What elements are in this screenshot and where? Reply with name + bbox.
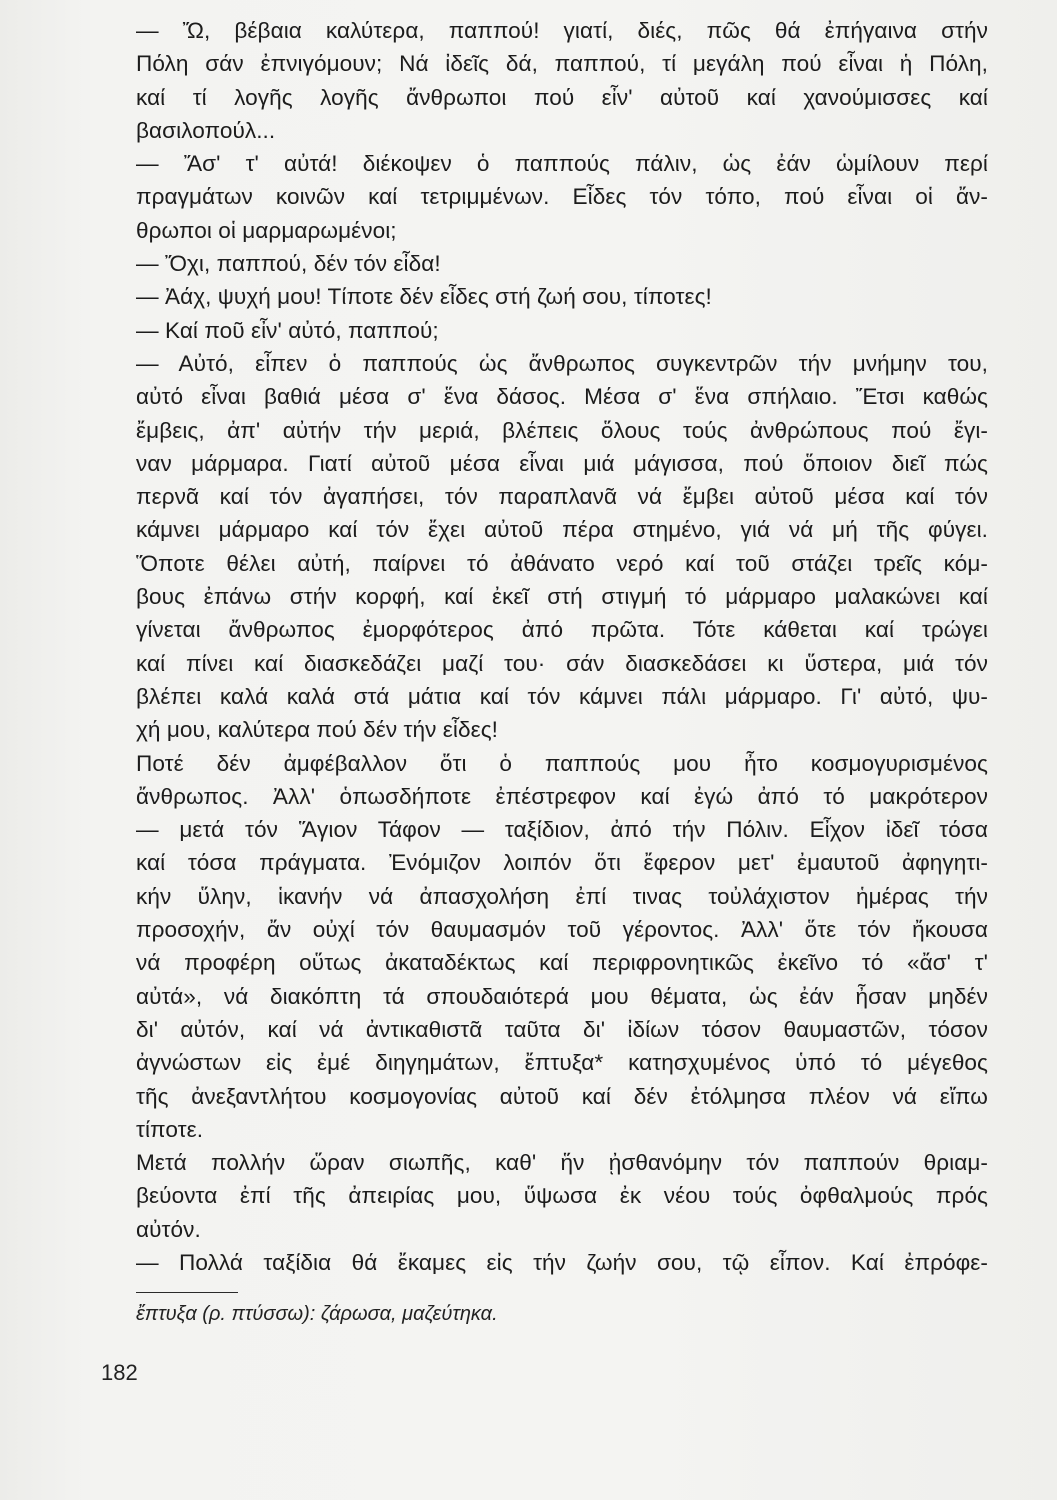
text-line: κήν ὕλην, ἱκανήν νά ἀπασχολήση ἐπί τινας τοὐλάχιστον ἡμέρας τήν (136, 883, 988, 909)
text-line: Ὅποτε θέλει αὐτή, παίρνει τό ἀθάνατο νερό καί τοῦ στάζει τρεῖς κόμ- (136, 550, 988, 576)
text-line: αὐτό εἶναι βαθιά μέσα σ' ἕνα δάσος. Μέσα σ' ἕνα σπήλαιο. Ἔτσι καθώς (136, 384, 988, 410)
text-line: καί τί λογῆς λογῆς ἄνθρωποι πού εἶν' αὐτοῦ καί χανούμισσες καί (136, 84, 988, 110)
text-line: ἀγνώστων εἰς ἐμέ διηγημάτων, ἔπτυξα* κατησχυμένος ὑπό τό μέγεθος (136, 1050, 988, 1076)
text-line: βους ἐπάνω στήν κορφή, καί ἐκεῖ στή στιγμή τό μάρμαρο μαλακώνει καί (136, 584, 988, 610)
footnote-divider (136, 1292, 238, 1293)
text-line: τίποτε. (136, 1116, 204, 1142)
text-line: ἄνθρωπος. Ἀλλ' ὁπωσδήποτε ἐπέστρεφον καί ἐγώ ἀπό τό μακρότερον (136, 783, 988, 809)
text-line: — Ἀάχ, ψυχή μου! Τίποτε δέν εἶδες στή ζωή σου, τίποτες! (136, 284, 712, 310)
text-line: πραγμάτων κοινῶν καί τετριμμένων. Εἶδες τόν τόπο, πού εἶναι οἱ ἄν- (136, 184, 988, 210)
text-line: — μετά τόν Ἅγιον Τάφον — ταξίδιον, ἀπό τήν Πόλιν. Εἶχον ἰδεῖ τόσα (136, 817, 988, 843)
footnote: ἔπτυξα (ρ. πτύσσω): ζάρωσα, μαζεύτηκα. (136, 1303, 498, 1325)
text-line: — Ἄσ' τ' αὐτά! διέκοψεν ὁ παππούς πάλιν, ὡς ἐάν ὡμίλουν περί (136, 151, 988, 177)
text-line: αὐτόν. (136, 1216, 201, 1242)
text-line: — Ὄχι, παππού, δέν τόν εἶδα! (136, 251, 441, 277)
text-line: καί τόσα πράγματα. Ἐνόμιζον λοιπόν ὅτι ἔφερον μετ' ἐμαυτοῦ ἀφηγητι- (136, 850, 988, 876)
text-line: — Ὤ, βέβαια καλύτερα, παππού! γιατί, διές, πῶς θά ἐπήγαινα στήν (136, 18, 988, 43)
body-text (136, 14, 988, 1279)
text-line: βεύοντα ἐπί τῆς ἀπειρίας μου, ὕψωσα ἐκ νέου τούς ὀφθαλμούς πρός (136, 1183, 988, 1209)
text-line: Μετά πολλήν ὥραν σιωπῆς, καθ' ἥν ᾐσθανόμην τόν παππούν θριαμ- (136, 1150, 988, 1176)
text-line: Ποτέ δέν ἀμφέβαλλον ὅτι ὁ παππούς μου ἦτο κοσμογυρισμένος (136, 750, 988, 776)
text-line: προσοχήν, ἄν οὐχί τόν θαυμασμόν τοῦ γέροντος. Ἀλλ' ὅτε τόν ἤκουσα (136, 917, 988, 943)
page-number: 182 (101, 1360, 138, 1385)
text-line: δι' αὐτόν, καί νά ἀντικαθιστᾶ ταῦτα δι' ἰδίων τόσον θαυμαστῶν, τόσον (136, 1016, 988, 1042)
text-line: — Πολλά ταξίδια θά ἔκαμες εἰς τήν ζωήν σου, τῷ εἶπον. Καί ἐπρόφε- (136, 1249, 988, 1275)
text-line: βασιλοπούλ... (136, 117, 276, 143)
text-line: αὐτά», νά διακόπτη τά σπουδαιότερά μου θέματα, ὡς ἐάν ἦσαν μηδέν (136, 983, 988, 1009)
text-line: — Καί ποῦ εἶν' αὐτό, παππού; (136, 317, 439, 343)
text-line: γίνεται ἄνθρωπος ἐμορφότερος ἀπό πρῶτα. Τότε κάθεται καί τρώγει (136, 617, 988, 643)
text-line: νά προφέρη οὕτως ἀκαταδέκτως καί περιφρονητικῶς ἐκεῖνο τό «ἄσ' τ' (136, 950, 988, 976)
text-line: Πόλη σάν ἐπνιγόμουν; Νά ἰδεῖς δά, παππού, τί μεγάλη πού εἶναι ἡ Πόλη, (136, 51, 988, 77)
text-line: χή μου, καλύτερα πού δέν τήν εἶδες! (136, 717, 498, 743)
text-line: — Αὐτό, εἶπεν ὁ παππούς ὡς ἄνθρωπος συγκεντρῶν τήν μνήμην του, (136, 350, 988, 376)
text-line: τῆς ἀνεξαντλήτου κοσμογονίας αὐτοῦ καί δέν ἐτόλμησα πλέον νά εἴπω (136, 1083, 988, 1109)
text-line: ἔμβεις, ἀπ' αὐτήν τήν μεριά, βλέπεις ὅλους τούς ἀνθρώπους πού ἔγι- (136, 417, 988, 443)
text-line: ναν μάρμαρα. Γιατί αὐτοῦ μέσα εἶναι μιά μάγισσα, πού ὅποιον διεῖ πώς (136, 450, 988, 476)
text-line: περνᾶ καί τόν ἀγαπήσει, τόν παραπλανᾶ νά ἔμβει αὐτοῦ μέσα καί τόν (136, 484, 988, 510)
text-line: βλέπει καλά καλά στά μάτια καί τόν κάμνει πάλι μάρμαρο. Γι' αὐτό, ψυ- (136, 683, 988, 709)
text-line: θρωποι οἱ μαρμαρωμένοι; (136, 217, 397, 243)
text-line: καί πίνει καί διασκεδάζει μαζί του· σάν διασκεδάσει κι ὕστερα, μιά τόν (136, 650, 988, 676)
text-line: κάμνει μάρμαρο καί τόν ἔχει αὐτοῦ πέρα στημένο, γιά νά μή τῆς φύγει. (136, 517, 988, 543)
